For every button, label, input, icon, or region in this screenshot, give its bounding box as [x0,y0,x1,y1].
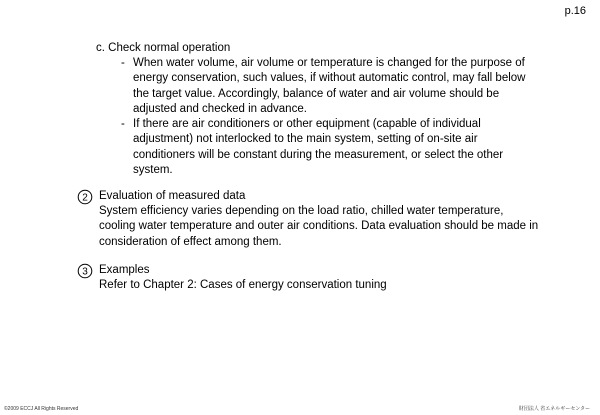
item-body [99,278,579,293]
bullet-line: When water volume, air volume or temperature is changed for the purpose of [133,57,525,69]
item-title: Examples [99,264,150,276]
circled-number-3-icon [77,263,93,279]
bullet-text [133,117,503,178]
bullet-dash: - [121,57,125,69]
bullet-line: adjustment) not interlocked to the main system, setting of on-site air [133,133,478,146]
item-line: consideration of effect among them. [99,235,282,248]
marker-number: 2 [82,192,88,204]
bullet-text [133,56,525,117]
footer-copyright: ©2009 ECCJ All Rights Reserved [4,406,79,412]
page-number: p.16 [564,5,586,17]
marker-number: 3 [82,266,88,278]
bullet-line: adjusted and checked in advance. [133,102,307,115]
item-line: Refer to Chapter 2: Cases of energy conservation tuning [99,279,387,291]
bullet-line: the target value. Accordingly, balance of water and air volume should be [133,87,500,100]
footer-organization: 財団法人 省エネルギーセンター [518,406,590,412]
circled-number-2-icon [77,189,93,205]
bullet-line: If there are air conditioners or other equipment (capable of individual [133,118,481,130]
bullet-dash: - [121,118,125,130]
bullet-line: conditioners will be constant during the measurement, or select the other [133,148,504,161]
bullet-line: energy conservation, such values, if without automatic control, may fall below [133,72,526,85]
item-line: cooling water temperature and outer air conditions. Data evaluation should be made in [99,220,539,233]
item-body [99,204,579,250]
section-heading-check-normal-operation: c. Check normal operation [96,42,231,54]
item-line: System efficiency varies depending on the load ratio, chilled water temperature, [99,205,504,217]
bullet-line: system. [133,163,173,176]
item-title: Evaluation of measured data [99,190,246,202]
